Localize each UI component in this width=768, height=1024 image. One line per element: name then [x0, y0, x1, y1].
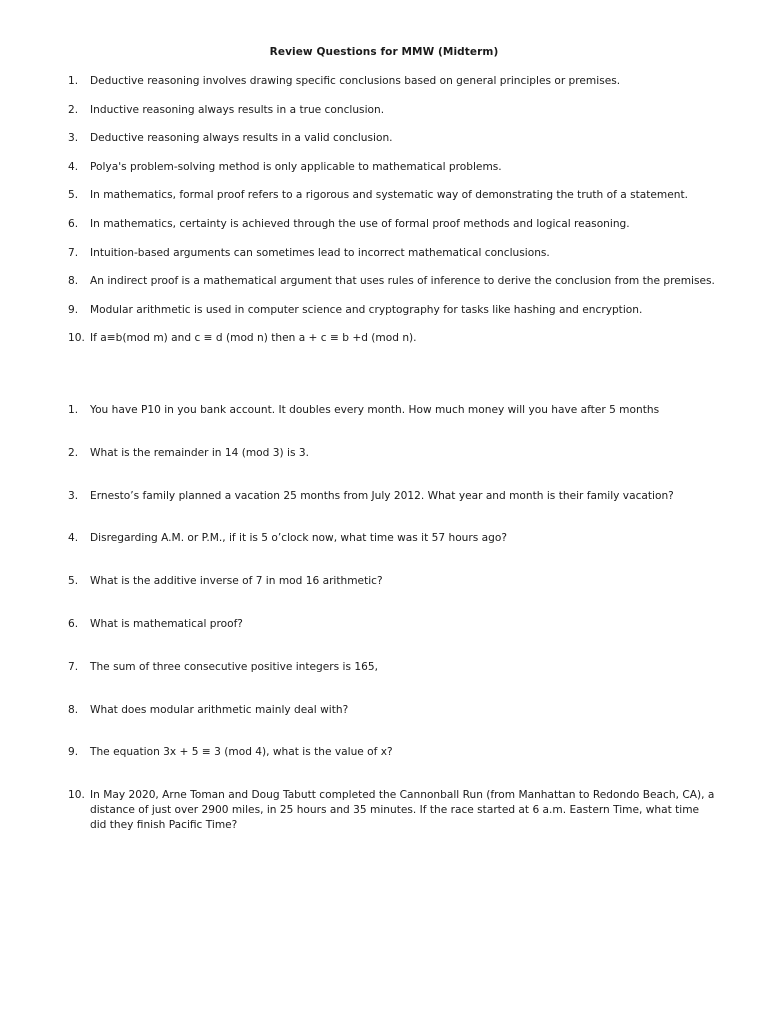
question-text: Ernesto’s family planned a vacation 25 months from July 2012. What year and month is their family vacation? — [90, 489, 674, 502]
question-item — [68, 103, 718, 118]
question-number: 6. — [68, 217, 79, 230]
question-item — [68, 617, 718, 632]
question-number: 10. — [68, 332, 85, 345]
question-text: Modular arithmetic is used in computer science and cryptography for tasks like hashing and encryption. — [90, 303, 643, 316]
question-item — [68, 188, 718, 203]
question-item — [68, 788, 718, 833]
question-item — [68, 446, 718, 461]
question-text: You have P10 in you bank account. It doubles every month. How much money will you have after 5 months — [90, 404, 660, 416]
question-number: 4. — [68, 532, 79, 545]
question-item — [68, 131, 718, 146]
question-text: Intuition-based arguments can sometimes lead to incorrect mathematical conclusions. — [90, 246, 550, 259]
question-item — [68, 246, 718, 261]
question-item — [68, 574, 718, 589]
question-item — [68, 531, 718, 546]
question-text: What is the remainder in 14 (mod 3) is 3. — [90, 446, 309, 459]
question-number: 2. — [68, 103, 79, 116]
question-text: Disregarding A.M. or P.M., if it is 5 o’clock now, what time was it 57 hours ago? — [90, 532, 507, 545]
question-number: 3. — [68, 132, 79, 145]
question-item — [68, 489, 718, 504]
question-number: 9. — [68, 303, 79, 316]
question-item — [68, 160, 718, 175]
question-number: 6. — [68, 617, 79, 630]
question-text: What is mathematical proof? — [90, 617, 243, 630]
question-text: What does modular arithmetic mainly deal with? — [90, 703, 349, 716]
problem-question-list — [68, 403, 718, 861]
question-text: The sum of three consecutive positive integers is 165, — [90, 660, 378, 673]
question-item — [68, 745, 718, 760]
question-text: Polya's problem-solving method is only applicable to mathematical problems. — [90, 160, 502, 173]
question-number: 1. — [68, 75, 79, 87]
question-number: 9. — [68, 746, 79, 759]
question-item — [68, 217, 718, 232]
question-item — [68, 303, 718, 318]
question-item — [68, 703, 718, 718]
question-number: 5. — [68, 575, 79, 588]
question-number: 3. — [68, 489, 79, 502]
question-number: 2. — [68, 446, 79, 459]
question-text: An indirect proof is a mathematical argument that uses rules of inference to derive the conclusion from the premises. — [90, 275, 715, 288]
true-false-question-list — [68, 74, 718, 360]
question-text: If a≡b(mod m) and c ≡ d (mod n) then a + c ≡ b +d (mod n). — [90, 332, 417, 345]
question-item — [68, 74, 718, 89]
question-item — [68, 660, 718, 675]
question-text: In mathematics, certainty is achieved through the use of formal proof methods and logical reasoning. — [90, 217, 630, 230]
question-text: What is the additive inverse of 7 in mod 16 arithmetic? — [90, 575, 383, 588]
document-title: Review Questions for MMW (Midterm) — [269, 46, 499, 58]
question-number: 5. — [68, 189, 79, 202]
question-number: 7. — [68, 246, 79, 259]
question-number: 10. — [68, 789, 85, 802]
question-number: 8. — [68, 275, 79, 288]
question-text: The equation 3x + 5 ≡ 3 (mod 4), what is the value of x? — [90, 746, 393, 759]
question-text: In May 2020, Arne Toman and Doug Tabutt completed the Cannonball Run (from Manhattan to Redondo Beach, CA), a distance of just over 2900 miles, in 25 hours and 35 minutes. If the race started at 6 a.m. Eastern Time, what time did they finish Pacific Time? — [90, 789, 715, 832]
question-text: Deductive reasoning involves drawing specific conclusions based on general principles or premises. — [90, 75, 621, 87]
question-number: 4. — [68, 160, 79, 173]
question-item — [68, 274, 718, 289]
question-text: Inductive reasoning always results in a true conclusion. — [90, 103, 385, 116]
question-item — [68, 403, 718, 418]
question-item — [68, 331, 718, 346]
question-number: 1. — [68, 404, 79, 416]
question-text: In mathematics, formal proof refers to a rigorous and systematic way of demonstrating the truth of a statement. — [90, 189, 688, 202]
question-text: Deductive reasoning always results in a valid conclusion. — [90, 132, 393, 145]
question-number: 8. — [68, 703, 79, 716]
question-number: 7. — [68, 660, 79, 673]
